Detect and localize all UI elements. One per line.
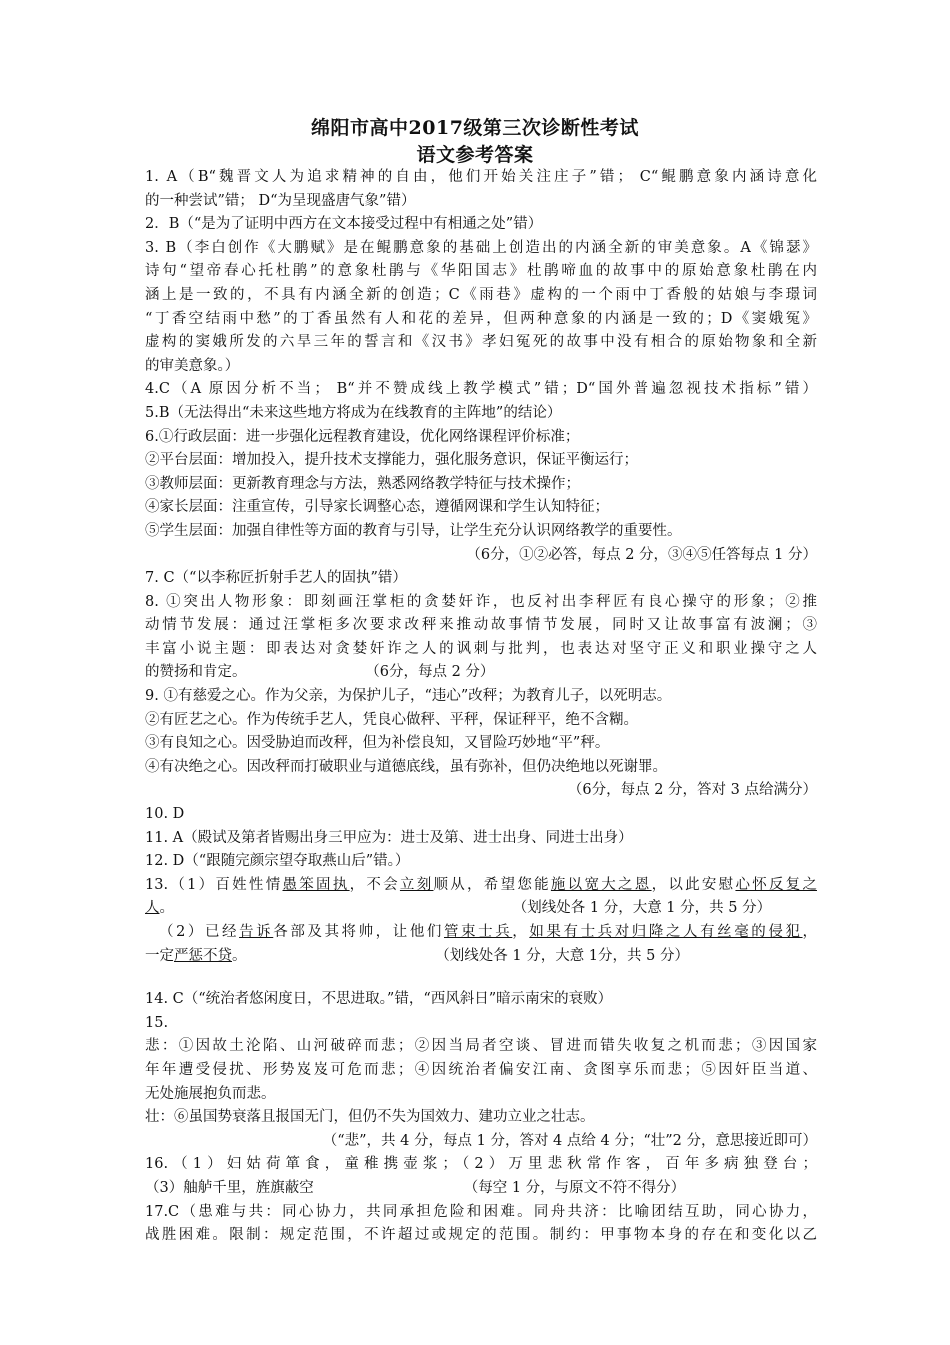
q17-line-2: 战胜困难。限制：规定范围，不许超过或规定的范围。制约：甲事物本身的存在和变化以乙 <box>145 1227 817 1244</box>
q15-scoring: （“悲”，共 4 分，每点 1 分，答对 4 点给 4 分；“壮”2 分，意思接近即可） <box>322 1132 817 1149</box>
q15-sad-line-1: 悲：①因故土沦陷、山河破碎而悲；②因当局者空谈、冒进而错失收复之机而悲；③因国家 <box>145 1038 817 1055</box>
q9-scoring: （6分，每点 2 分，答对 3 点给满分） <box>567 782 817 799</box>
q13-2-line-2 <box>145 945 817 969</box>
q4-line: 4.C（A 原因分析不当； B“并不赞成线上教学模式”错；D“国外普遍忽视技术指标”错） <box>145 381 817 398</box>
q16-answer-3: （3）舳舻千里，旌旗蔽空 <box>145 1179 314 1196</box>
answer-text <box>145 166 817 1248</box>
q17-line-1: 17.C（患难与共：同心协力，共同承担危险和困难。同舟共济：比喻团结互助，同心协力， <box>145 1203 817 1220</box>
q11-line: 11. A（殿试及第者皆赐出身三甲应为：进士及第、进士出身、同进士出身） <box>145 829 633 846</box>
q1-line-1: 1. A（B“魏晋文人为追求精神的自由，他们开始关注庄子”错； C“鲲鹏意象内涵诗意化 <box>145 169 817 185</box>
q6-scoring: （6分，①②必答，每点 2 分，③④⑤任答每点 1 分） <box>466 546 817 563</box>
q13-2-text-d: ， <box>802 924 817 940</box>
q13-1-text-d: ，以此安慰 <box>651 876 736 893</box>
q3-line-6: 的审美意象。） <box>145 357 240 374</box>
q13-2-underline-b: 管束士兵 <box>443 924 513 940</box>
q10-line: 10. D <box>145 806 185 823</box>
q3-line-5: 虚构的窦娥所发的六旱三年的誓言和《汉书》孝妇冤死的故事中没有相合的原始物象和全新 <box>145 334 817 351</box>
q13-2-underline-d: 严惩不贷 <box>174 947 232 964</box>
q8-line-3: 丰富小说主题：即表达对贪婪奸诈之人的讽刺与批判，也表达对坚守正义和职业操守之人 <box>145 640 817 657</box>
q16-line-2 <box>145 1177 817 1201</box>
q14-line: 14. C（“统治者悠闲度日，不思进取。”错，“西风斜日”暗示南宋的衰败） <box>145 991 613 1008</box>
title-block <box>0 115 950 169</box>
q13-2-underline-c: 如果有士兵对归降之人有丝毫的侵犯 <box>529 924 803 940</box>
q13-2-text-a: （2）已经 <box>159 924 240 940</box>
q13-2-scoring: （划线处各 1 分，大意 1分，共 5 分） <box>442 947 689 964</box>
q9-point-3: ③有良知之心。因受胁迫而改秤，但为补偿良知，又冒险巧妙地“平”秤。 <box>145 735 610 752</box>
q13-1-underline-b: 立刻 <box>399 876 434 893</box>
q16-scoring: （每空 1 分，与原文不符不得分） <box>463 1179 686 1196</box>
q6-point-5: ⑤学生层面：加强自律性等方面的教育与引导，让学生充分认识网络教学的重要性。 <box>145 522 682 539</box>
q9-point-2: ②有匠艺之心。作为传统手艺人，凭良心做秤、平秤，保证秤平，绝不含糊。 <box>145 711 638 728</box>
q13-1-text-a: 13.（1）百姓性情 <box>145 876 283 893</box>
q13-1-underline-d: 心怀反复之 <box>735 876 817 893</box>
answer-key-subtitle: 语文参考答案 <box>416 144 534 166</box>
exam-title: 绵阳市高中2017级第三次诊断性考试 <box>311 117 639 139</box>
q12-line: 12. D（“跟随完颜宗望夺取燕山后”错。） <box>145 853 410 870</box>
q13-1-line-1 <box>145 874 817 898</box>
q8-scoring: （6分，每点 2 分） <box>372 664 495 681</box>
q13-1-text-b: ，不会 <box>349 876 400 893</box>
q2-line: 2．B（“是为了证明中西方在文本接受过程中有相通之处”错） <box>145 216 543 233</box>
q6-point-4: ④家长层面：注重宣传，引导家长调整心态，遵循网课和学生认知特征； <box>145 499 609 516</box>
q9-point-1: 9. ①有慈爱之心。作为父亲，为保护儿子，“违心”改秤；为教育儿子，以死明志。 <box>145 688 672 705</box>
q6-point-3: ③教师层面：更新教育理念与方法，熟悉网络教学特征与技术操作； <box>145 475 580 492</box>
q6-point-2: ②平台层面：增加投入，提升技术支撑能力，强化服务意识，保证平衡运行； <box>145 452 638 469</box>
q8-line-4-text: 的赞扬和肯定。 <box>145 664 247 681</box>
q6-point-1: 6.①行政层面：进一步强化远程教育建设，优化网络课程评价标准； <box>145 428 580 445</box>
q13-2-text-e: 一定 <box>145 947 174 964</box>
q15-strong-line: 壮：⑥虽国势衰落且报国无门，但仍不失为国效力、建功立业之壮志。 <box>145 1109 595 1126</box>
q13-1-underline-d-end: 人 <box>145 900 160 917</box>
q13-1-text-e: 。 <box>159 900 174 917</box>
q7-line: 7. C（“以李称匠折射手艺人的固执”错） <box>145 570 407 587</box>
q13-2-underline-a: 告诉 <box>239 924 274 940</box>
q3-line-2: 诗句“望帝春心托杜鹃”的意象杜鹃与《华阳国志》杜鹃啼血的故事中的原始意象杜鹃在内 <box>145 263 817 280</box>
q15-sad-line-2: 年年遭受侵扰、形势岌岌可危而悲；④因统治者偏安江南、贪图享乐而悲；⑤因奸臣当道、 <box>145 1061 817 1078</box>
q3-line-4: “丁香空结雨中愁”的丁香虽然有人和花的差异，但两种意象的内涵是一致的；D《窦娥冤》 <box>145 310 817 327</box>
q9-point-4: ④有决绝之心。因改秤而打破职业与道德底线，虽有弥补，但仍决绝地以死谢罪。 <box>145 758 667 775</box>
q13-1-underline-a: 愚笨固执 <box>282 876 350 893</box>
q8-line-1: 8. ①突出人物形象：即刻画汪掌柜的贪婪奸诈，也反衬出李秤匠有良心操守的形象；②推 <box>145 593 817 610</box>
q3-line-3: 涵上是一致的，不具有内涵全新的创造；C《雨巷》虚构的一个雨中丁香般的姑娘与李璟词 <box>145 286 817 303</box>
q13-2-text-b: 各部及其将帅，让他们 <box>273 924 444 940</box>
q13-1-line-2 <box>145 897 817 921</box>
q13-2-line-1 <box>145 921 817 945</box>
q13-1-underline-c: 施以宽大之恩 <box>550 876 652 893</box>
q13-1-text-c: 顺从，希望您能 <box>433 876 551 893</box>
q3-line-1: 3. B（李白创作《大鹏赋》是在鲲鹏意象的基础上创造出的内涵全新的审美意象。A《锦瑟》 <box>145 239 817 256</box>
q15-sad-line-3: 无处施展抱负而悲。 <box>145 1085 276 1102</box>
spacer <box>145 968 817 988</box>
q1-line-2: 的一种尝试”错； D“为呈现盛唐气象”错） <box>145 192 416 209</box>
q8-line-2: 动情节发展：通过汪掌柜多次要求改秤来推动故事情节发展，同时又让故事富有波澜；③ <box>145 617 817 634</box>
q5-line: 5.B（无法得出“未来这些地方将成为在线教育的主阵地”的结论） <box>145 404 562 421</box>
q13-2-text-c: ， <box>512 924 530 940</box>
q13-1-scoring: （划线处各 1 分，大意 1 分，共 5 分） <box>520 900 772 917</box>
q16-line-1: 16.（1）妇姑荷箪食，童稚携壶浆；（2）万里悲秋常作客，百年多病独登台； <box>145 1156 817 1173</box>
q8-line-4 <box>145 661 817 685</box>
q13-2-text-f: 。 <box>232 947 247 964</box>
q15-label: 15. <box>145 1014 169 1031</box>
